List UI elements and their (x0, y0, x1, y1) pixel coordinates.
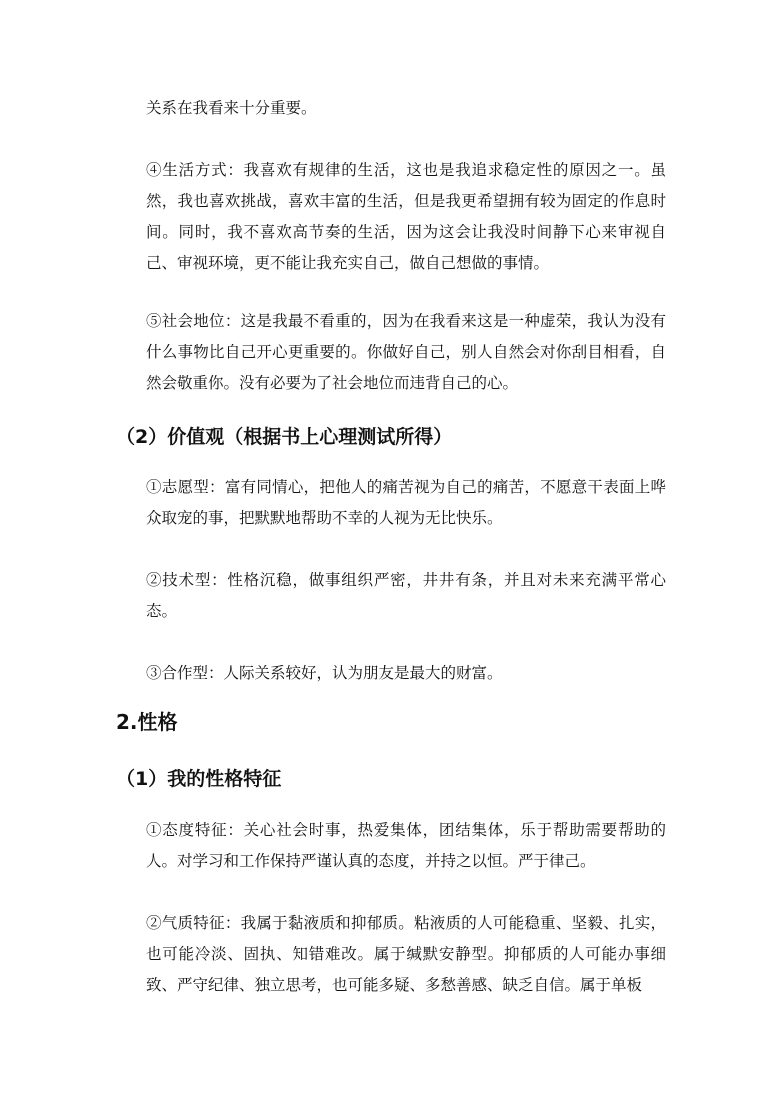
paragraph-attitude-traits: ①态度特征：关心社会时事，热爱集体，团结集体，乐于帮助需要帮助的人。对学习和工作保持严谨认真的态度，并持之以恒。严于律己。 (146, 821, 666, 870)
paragraph-technical-type: ②技术型：性格沉稳，做事组织严密，井井有条，并且对未来充满平常心态。 (146, 571, 666, 620)
paragraph-volunteer-type: ①志愿型：富有同情心，把他人的痛苦视为自己的痛苦，不愿意干表面上哗众取宠的事，把默默地帮助不幸的人视为无比快乐。 (146, 478, 666, 527)
paragraph-social-status: ⑤社会地位：这是我最不看重的，因为在我看来这是一种虚荣，我认为没有什么事物比自己开心更重要的。你做好自己，别人自然会对你刮目相看，自然会敬重你。没有必要为了社会地位而违背自己的心。 (146, 312, 666, 392)
heading-values: （2）价值观（根据书上心理测试所得） (116, 426, 453, 448)
paragraph-temperament-traits: ②气质特征：我属于黏液质和抑郁质。粘液质的人可能稳重、坚毅、扎实，也可能冷淡、固执、知错难改。属于缄默安静型。抑郁质的人可能办事细致、严守纪律、独立思考，也可能多疑、多愁善感、缺乏自信。属于单板 (146, 914, 666, 994)
paragraph-relationship-end: 关系在我看来十分重要。 (146, 99, 317, 117)
paragraph-cooperative-type: ③合作型：人际关系较好，认为朋友是最大的财富。 (146, 664, 503, 682)
heading-personality: 2.性格 (116, 710, 178, 734)
heading-personality-traits: （1）我的性格特征 (116, 768, 282, 790)
paragraph-lifestyle: ④生活方式：我喜欢有规律的生活，这也是我追求稳定性的原因之一。虽然，我也喜欢挑战，喜欢丰富的生活，但是我更希望拥有较为固定的作息时间。同时，我不喜欢高节奏的生活，因为这会让我没时间静下心来审视自己、审视环境，更不能让我充实自己，做自己想做的事情。 (146, 161, 666, 272)
